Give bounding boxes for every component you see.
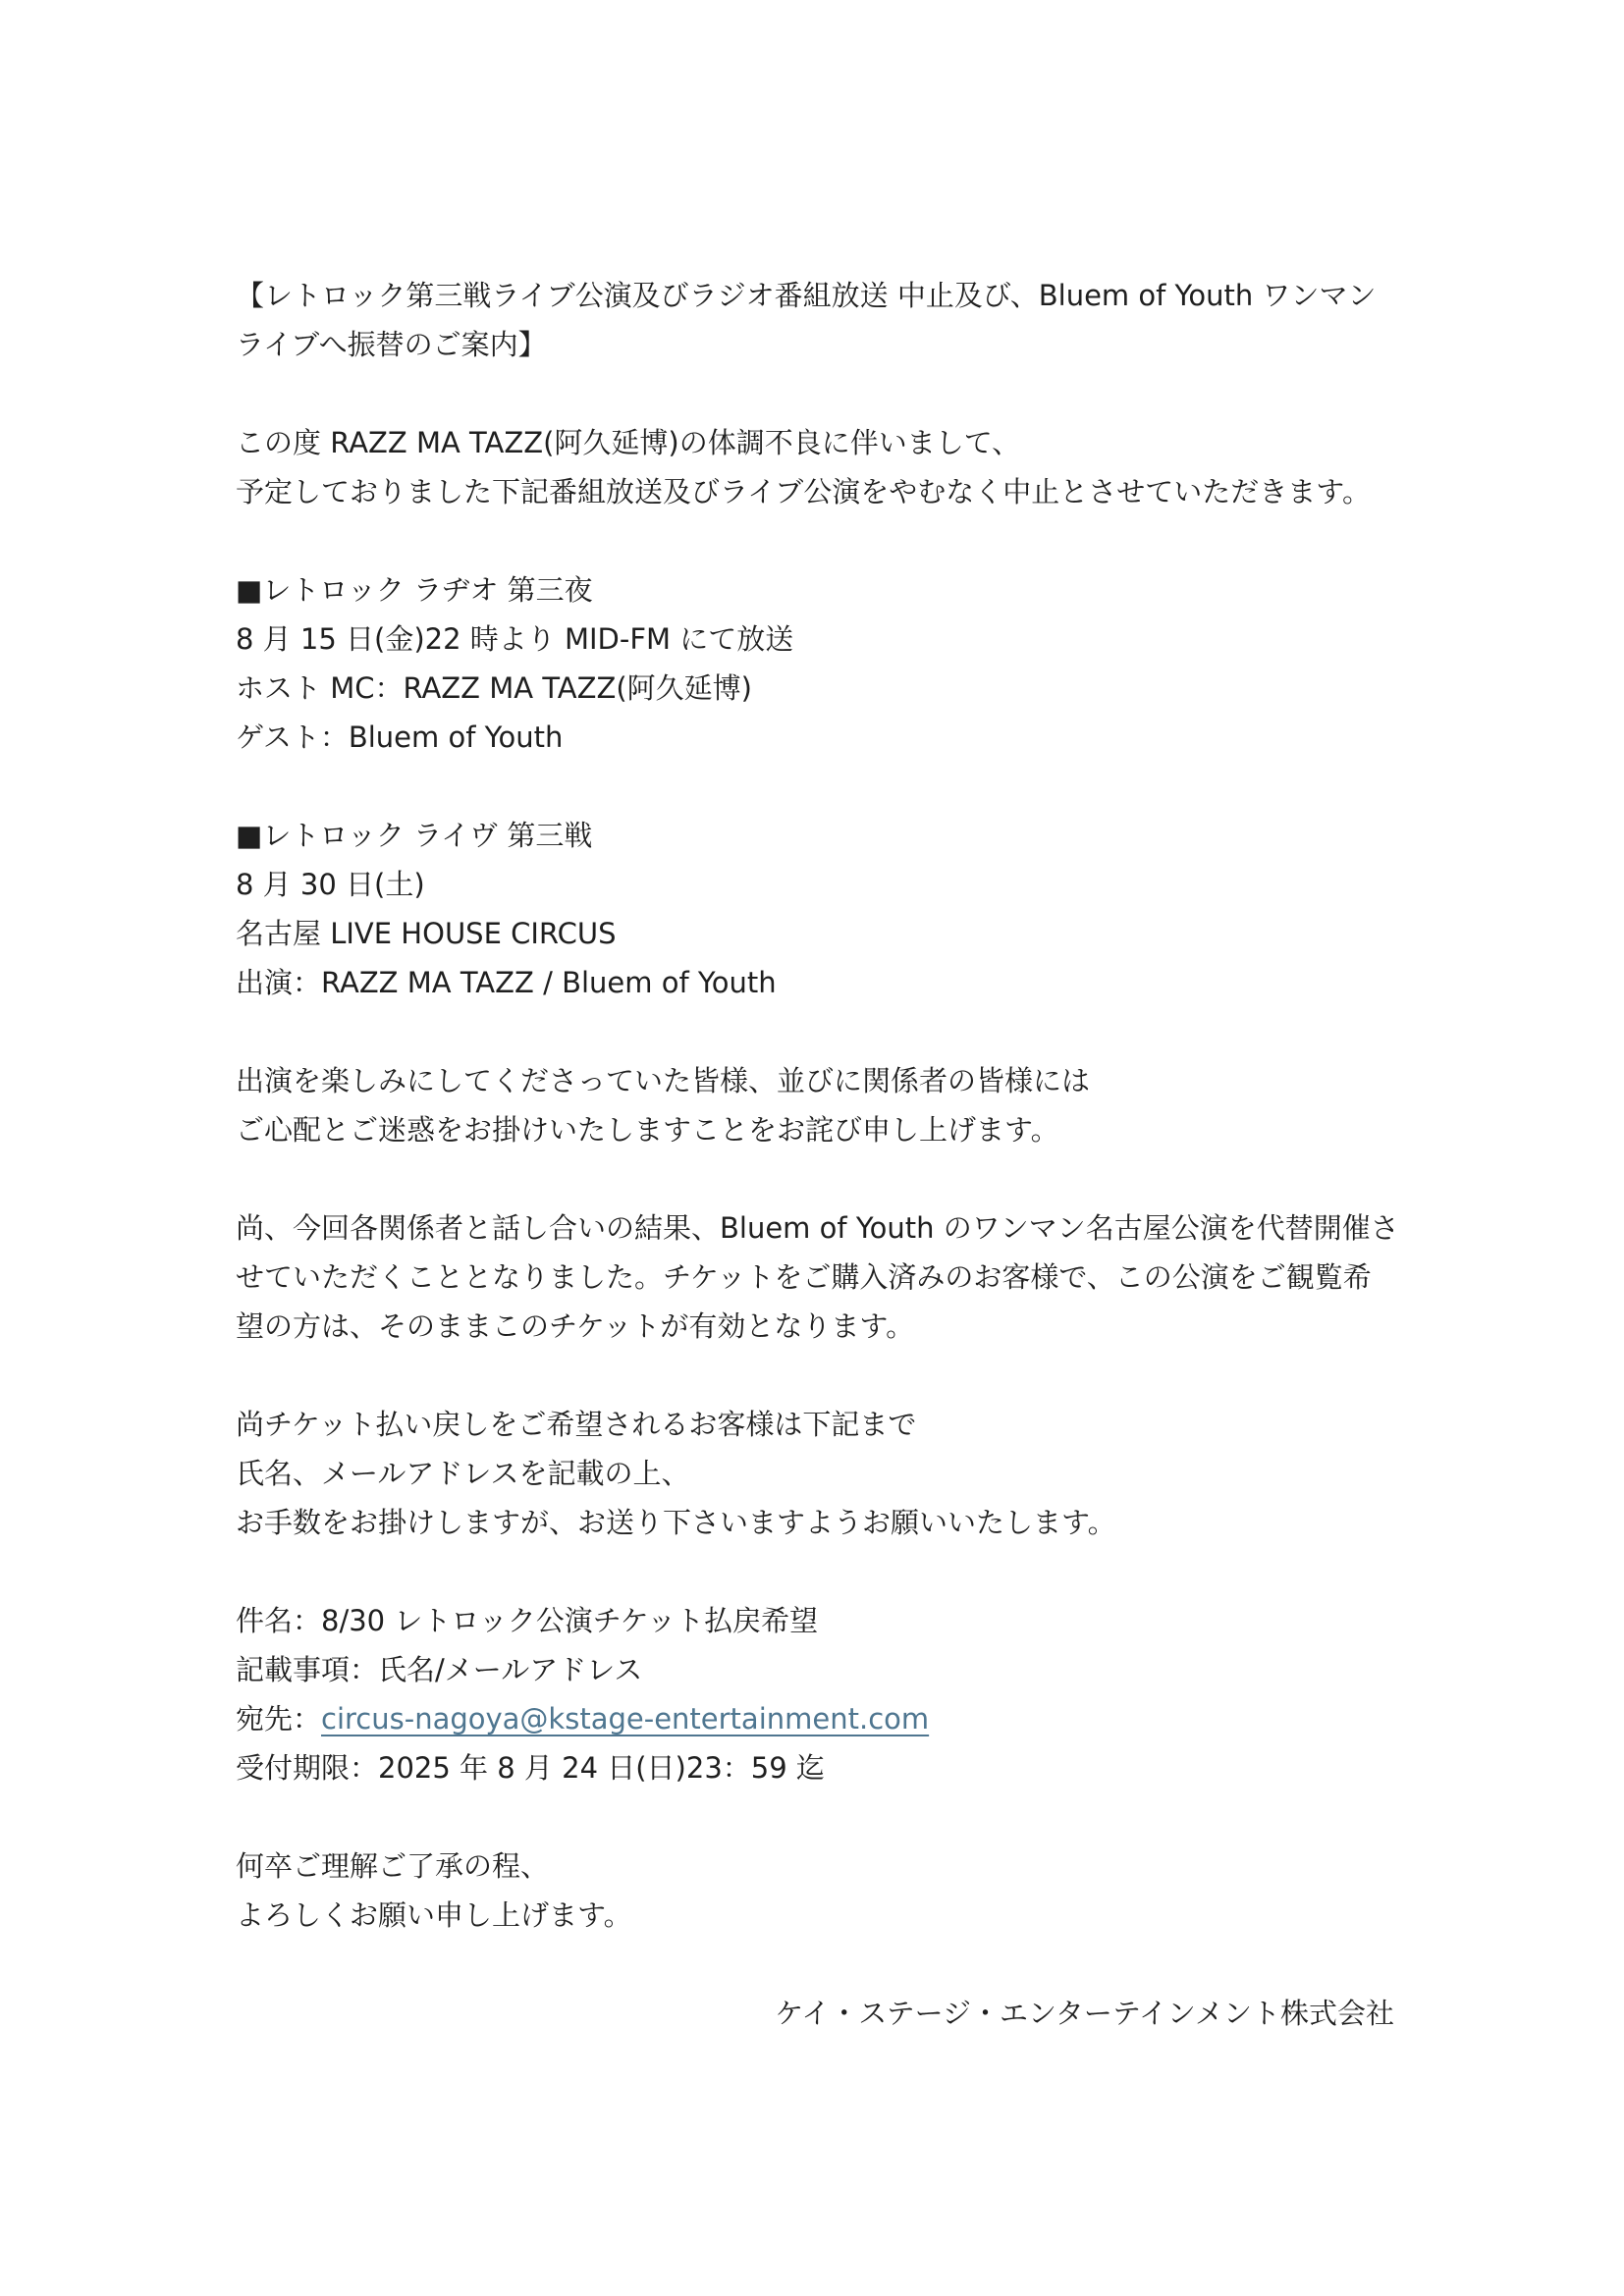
live-date: 8 月 30 日(土)	[236, 868, 425, 901]
refund-line-1: 尚チケット払い戻しをご希望されるお客様は下記まで	[236, 1408, 917, 1441]
intro-line-1: この度 RAZZ MA TAZZ(阿久延博)の体調不良に伴いまして、	[236, 426, 1021, 459]
refund-address	[236, 1694, 1394, 1743]
email-link[interactable]: circus-nagoya@kstage-entertainment.com	[321, 1702, 930, 1735]
apology-paragraph	[236, 1056, 1394, 1154]
spacer	[236, 1007, 1394, 1056]
replacement-line-2: せていただくこととなりました。チケットをご購入済みのお客様で、この公演をご観覧希	[236, 1260, 1372, 1294]
refund-line-2: 氏名、メールアドレスを記載の上、	[236, 1457, 690, 1490]
live-section	[236, 811, 1394, 1007]
radio-heading: ■レトロック ラヂオ 第三夜	[236, 573, 593, 607]
live-performers: 出演：RAZZ MA TAZZ / Bluem of Youth	[236, 966, 777, 999]
replacement-line-3: 望の方は、そのままこのチケットが有効となります。	[236, 1309, 915, 1343]
live-heading: ■レトロック ライヴ 第三戦	[236, 819, 593, 852]
refund-subject: 件名：8/30 レトロック公演チケット払戻希望	[236, 1604, 819, 1637]
replacement-paragraph	[236, 1203, 1399, 1351]
announcement-title	[236, 271, 1394, 369]
replacement-line-1: 尚、今回各関係者と話し合いの結果、Bluem of Youth のワンマン名古屋公演を代替開催さ	[236, 1211, 1399, 1245]
refund-fields: 記載事項：氏名/メールアドレス	[236, 1653, 643, 1686]
closing-paragraph	[236, 1842, 1394, 1940]
spacer	[236, 1351, 1394, 1400]
spacer	[236, 516, 1394, 565]
radio-date: 8 月 15 日(金)22 時より MID-FM にて放送	[236, 622, 794, 656]
title-line-2: ライブへ振替のご案内】	[236, 328, 547, 361]
apology-line-1: 出演を楽しみにしてくださっていた皆様、並びに関係者の皆様には	[236, 1064, 1091, 1097]
refund-paragraph	[236, 1400, 1394, 1547]
refund-details	[236, 1596, 1394, 1792]
company-signature: ケイ・ステージ・エンターテインメント株式会社	[775, 1997, 1394, 2030]
radio-host: ホスト MC：RAZZ MA TAZZ(阿久延博)	[236, 671, 752, 705]
intro-paragraph	[236, 418, 1394, 516]
closing-line-1: 何卒ご理解ご了承の程、	[236, 1849, 550, 1883]
document-page	[236, 271, 1399, 2038]
refund-line-3: お手数をお掛けしますが、お送り下さいますようお願いいたします。	[236, 1506, 1116, 1539]
refund-deadline: 受付期限：2025 年 8 月 24 日(日)23：59 迄	[236, 1751, 825, 1785]
spacer	[236, 1547, 1394, 1596]
radio-section	[236, 565, 1394, 762]
intro-line-2: 予定しておりました下記番組放送及びライブ公演をやむなく中止とさせていただきます。	[236, 475, 1371, 508]
spacer	[236, 762, 1394, 811]
radio-guest: ゲスト：Bluem of Youth	[236, 721, 564, 754]
spacer	[236, 1940, 1394, 1989]
live-venue: 名古屋 LIVE HOUSE CIRCUS	[236, 917, 617, 950]
apology-line-2: ご心配とご迷惑をお掛けいたしますことをお詫び申し上げます。	[236, 1113, 1059, 1147]
spacer	[236, 369, 1394, 418]
closing-line-2: よろしくお願い申し上げます。	[236, 1898, 632, 1932]
title-line-1: 【レトロック第三戦ライブ公演及びラジオ番組放送 中止及び、Bluem of Youth ワンマン	[236, 279, 1377, 312]
address-label: 宛先：	[236, 1702, 322, 1735]
spacer	[236, 1792, 1394, 1842]
spacer	[236, 1154, 1394, 1203]
